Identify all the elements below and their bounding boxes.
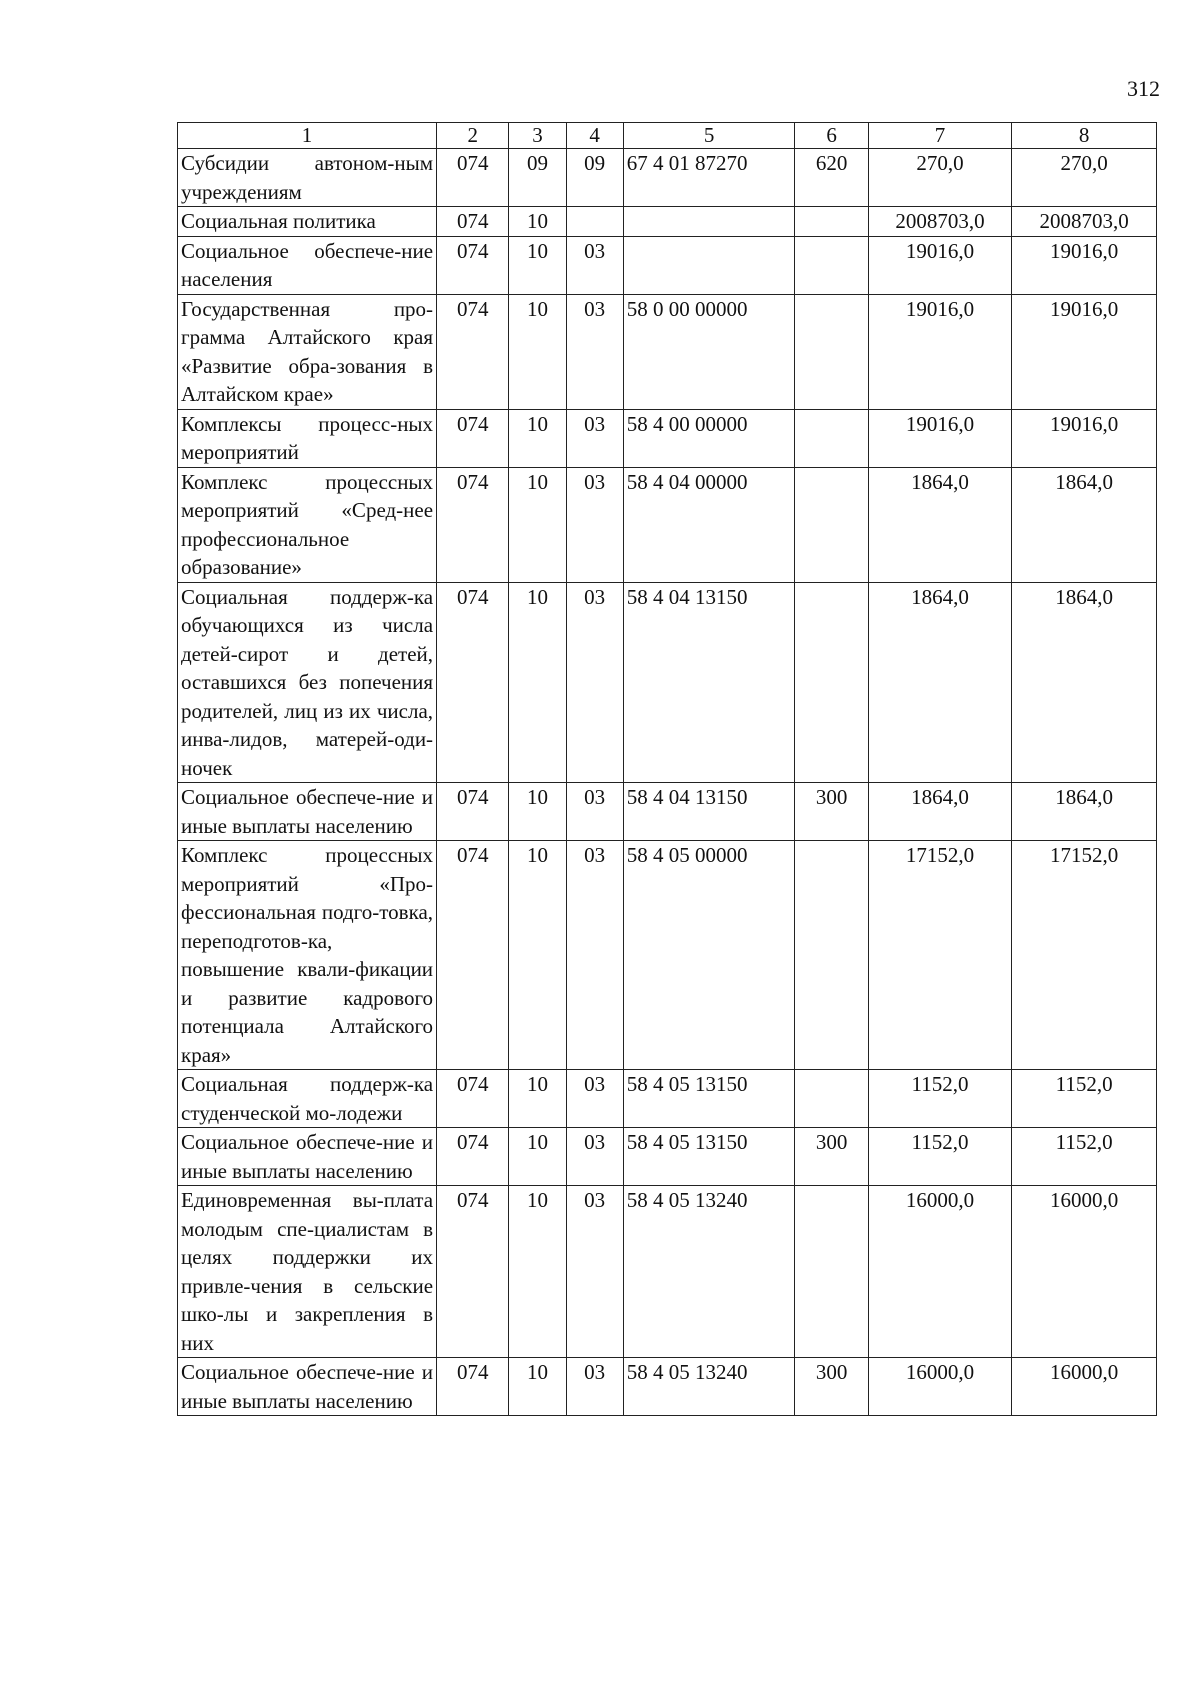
- row-admin-code-cell: 074: [437, 409, 509, 467]
- row-target-article-cell: 67 4 01 87270: [623, 149, 795, 207]
- row-amount-col8-cell: 270,0: [1012, 149, 1157, 207]
- row-target-article-cell: 58 4 04 00000: [623, 467, 795, 582]
- header-cell-2: 2: [437, 123, 509, 149]
- row-subsection-cell: [566, 207, 623, 237]
- row-amount-col8-cell: 1152,0: [1012, 1070, 1157, 1128]
- row-subsection-cell: 03: [566, 1186, 623, 1358]
- row-amount-col8-cell: 1864,0: [1012, 582, 1157, 783]
- table-row: [178, 1128, 1157, 1186]
- row-expense-type-cell: [795, 409, 868, 467]
- row-expense-type-cell: 300: [795, 783, 868, 841]
- table-row: [178, 582, 1157, 783]
- row-expense-type-cell: [795, 1186, 868, 1358]
- row-name-cell: Государственная про-грамма Алтайского края «Развитие обра-зования в Алтайском крае»: [178, 294, 437, 409]
- table-row: [178, 783, 1157, 841]
- budget-table: [177, 122, 1157, 1416]
- row-section-cell: 10: [509, 467, 566, 582]
- row-expense-type-cell: [795, 207, 868, 237]
- row-amount-col8-cell: 16000,0: [1012, 1186, 1157, 1358]
- row-amount-col8-cell: 17152,0: [1012, 841, 1157, 1070]
- row-section-cell: 10: [509, 409, 566, 467]
- row-admin-code-cell: 074: [437, 841, 509, 1070]
- row-target-article-cell: 58 4 05 00000: [623, 841, 795, 1070]
- row-name-cell: Комплексы процесс-ных мероприятий: [178, 409, 437, 467]
- header-cell-4: 4: [566, 123, 623, 149]
- row-subsection-cell: 03: [566, 236, 623, 294]
- row-name-cell: Единовременная вы-плата молодым спе-циалистам в целях поддержки их привле-чения в сельские шко-лы и закрепления в них: [178, 1186, 437, 1358]
- row-expense-type-cell: [795, 294, 868, 409]
- row-amount-col7-cell: 1864,0: [868, 582, 1012, 783]
- header-cell-5: 5: [623, 123, 795, 149]
- row-admin-code-cell: 074: [437, 236, 509, 294]
- row-section-cell: 10: [509, 1186, 566, 1358]
- row-section-cell: 10: [509, 1070, 566, 1128]
- row-subsection-cell: 03: [566, 294, 623, 409]
- row-amount-col7-cell: 1152,0: [868, 1070, 1012, 1128]
- row-expense-type-cell: [795, 467, 868, 582]
- row-subsection-cell: 03: [566, 582, 623, 783]
- row-amount-col8-cell: 2008703,0: [1012, 207, 1157, 237]
- row-subsection-cell: 03: [566, 1128, 623, 1186]
- table-row: [178, 1186, 1157, 1358]
- row-subsection-cell: 03: [566, 467, 623, 582]
- row-admin-code-cell: 074: [437, 1128, 509, 1186]
- row-admin-code-cell: 074: [437, 582, 509, 783]
- row-name-cell: Субсидии автоном-ным учреждениям: [178, 149, 437, 207]
- row-expense-type-cell: [795, 236, 868, 294]
- row-expense-type-cell: 300: [795, 1358, 868, 1416]
- row-subsection-cell: 03: [566, 1358, 623, 1416]
- header-cell-8: 8: [1012, 123, 1157, 149]
- header-cell-7: 7: [868, 123, 1012, 149]
- row-expense-type-cell: 620: [795, 149, 868, 207]
- row-expense-type-cell: [795, 1070, 868, 1128]
- row-name-cell: Социальная поддерж-ка обучающихся из числа детей-сирот и детей, оставшихся без попечения родителей, лиц из их числа, инва-лидов, матерей-оди-ночек: [178, 582, 437, 783]
- row-target-article-cell: 58 4 05 13240: [623, 1186, 795, 1358]
- row-target-article-cell: 58 4 04 13150: [623, 582, 795, 783]
- row-section-cell: 10: [509, 783, 566, 841]
- row-amount-col7-cell: 1864,0: [868, 467, 1012, 582]
- row-name-cell: Социальное обеспече-ние и иные выплаты населению: [178, 1358, 437, 1416]
- row-amount-col8-cell: 19016,0: [1012, 236, 1157, 294]
- table-row: [178, 236, 1157, 294]
- row-amount-col8-cell: 1864,0: [1012, 467, 1157, 582]
- table-row: [178, 207, 1157, 237]
- row-subsection-cell: 03: [566, 841, 623, 1070]
- row-amount-col7-cell: 270,0: [868, 149, 1012, 207]
- row-admin-code-cell: 074: [437, 294, 509, 409]
- header-cell-6: 6: [795, 123, 868, 149]
- row-amount-col7-cell: 19016,0: [868, 236, 1012, 294]
- row-subsection-cell: 03: [566, 783, 623, 841]
- row-amount-col7-cell: 1152,0: [868, 1128, 1012, 1186]
- row-target-article-cell: 58 4 04 13150: [623, 783, 795, 841]
- row-target-article-cell: 58 0 00 00000: [623, 294, 795, 409]
- row-amount-col7-cell: 19016,0: [868, 294, 1012, 409]
- row-name-cell: Социальное обеспече-ние населения: [178, 236, 437, 294]
- header-cell-1: 1: [178, 123, 437, 149]
- row-section-cell: 09: [509, 149, 566, 207]
- row-name-cell: Комплекс процессных мероприятий «Про-фессиональная подго-товка, переподготов-ка, повышение квали-фикации и развитие кадрового потенциала Алтайского края»: [178, 841, 437, 1070]
- row-subsection-cell: 03: [566, 1070, 623, 1128]
- table-row: [178, 149, 1157, 207]
- row-subsection-cell: 03: [566, 409, 623, 467]
- row-amount-col7-cell: 2008703,0: [868, 207, 1012, 237]
- row-admin-code-cell: 074: [437, 149, 509, 207]
- row-name-cell: Комплекс процессных мероприятий «Сред-нее профессиональное образование»: [178, 467, 437, 582]
- row-target-article-cell: 58 4 00 00000: [623, 409, 795, 467]
- row-admin-code-cell: 074: [437, 783, 509, 841]
- header-cell-3: 3: [509, 123, 566, 149]
- row-name-cell: Социальная политика: [178, 207, 437, 237]
- table-row: [178, 1358, 1157, 1416]
- row-admin-code-cell: 074: [437, 467, 509, 582]
- row-amount-col8-cell: 1152,0: [1012, 1128, 1157, 1186]
- row-target-article-cell: 58 4 05 13240: [623, 1358, 795, 1416]
- row-section-cell: 10: [509, 236, 566, 294]
- row-admin-code-cell: 074: [437, 1186, 509, 1358]
- row-name-cell: Социальное обеспече-ние и иные выплаты населению: [178, 1128, 437, 1186]
- row-amount-col8-cell: 16000,0: [1012, 1358, 1157, 1416]
- table-row: [178, 841, 1157, 1070]
- row-subsection-cell: 09: [566, 149, 623, 207]
- row-amount-col8-cell: 1864,0: [1012, 783, 1157, 841]
- table-row: [178, 294, 1157, 409]
- header-row: [178, 123, 1157, 149]
- row-admin-code-cell: 074: [437, 1070, 509, 1128]
- page-number: 312: [1127, 76, 1160, 101]
- row-section-cell: 10: [509, 207, 566, 237]
- row-section-cell: 10: [509, 294, 566, 409]
- row-target-article-cell: [623, 207, 795, 237]
- row-amount-col7-cell: 1864,0: [868, 783, 1012, 841]
- row-target-article-cell: [623, 236, 795, 294]
- row-section-cell: 10: [509, 582, 566, 783]
- row-amount-col7-cell: 19016,0: [868, 409, 1012, 467]
- row-amount-col8-cell: 19016,0: [1012, 294, 1157, 409]
- row-name-cell: Социальная поддерж-ка студенческой мо-лодежи: [178, 1070, 437, 1128]
- table-row: [178, 467, 1157, 582]
- row-amount-col7-cell: 17152,0: [868, 841, 1012, 1070]
- row-expense-type-cell: 300: [795, 1128, 868, 1186]
- row-admin-code-cell: 074: [437, 1358, 509, 1416]
- row-amount-col7-cell: 16000,0: [868, 1358, 1012, 1416]
- table-row: [178, 409, 1157, 467]
- row-admin-code-cell: 074: [437, 207, 509, 237]
- row-section-cell: 10: [509, 1128, 566, 1186]
- row-section-cell: 10: [509, 841, 566, 1070]
- row-target-article-cell: 58 4 05 13150: [623, 1070, 795, 1128]
- row-expense-type-cell: [795, 841, 868, 1070]
- row-expense-type-cell: [795, 582, 868, 783]
- row-amount-col8-cell: 19016,0: [1012, 409, 1157, 467]
- table-row: [178, 1070, 1157, 1128]
- row-amount-col7-cell: 16000,0: [868, 1186, 1012, 1358]
- row-section-cell: 10: [509, 1358, 566, 1416]
- row-target-article-cell: 58 4 05 13150: [623, 1128, 795, 1186]
- row-name-cell: Социальное обеспече-ние и иные выплаты населению: [178, 783, 437, 841]
